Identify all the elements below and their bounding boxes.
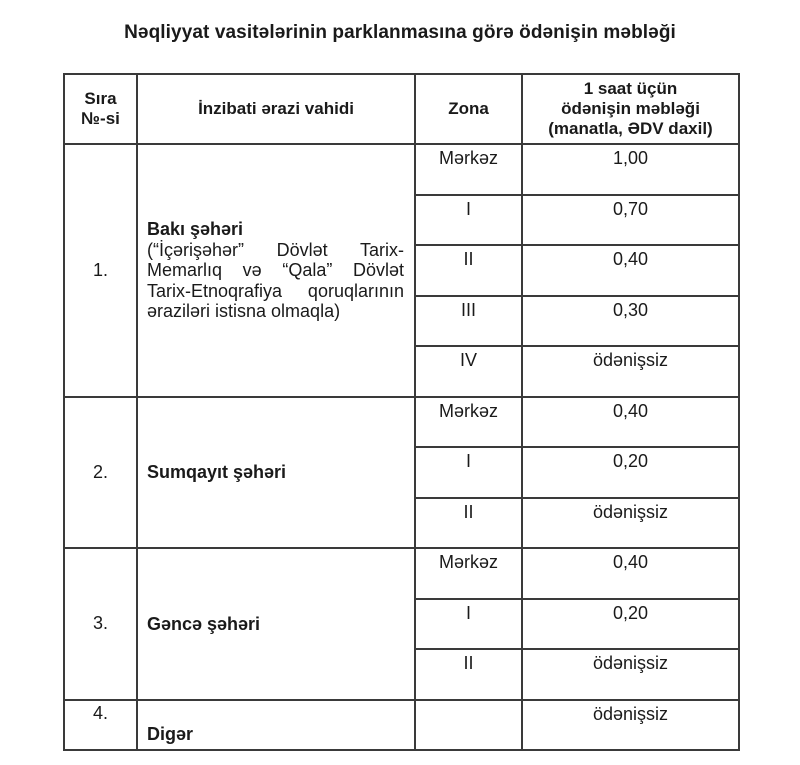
- zone-cell: IV: [415, 346, 522, 397]
- row-number: 1.: [64, 144, 137, 397]
- amount-cell: 0,20: [522, 447, 739, 498]
- zone-cell: Mərkəz: [415, 548, 522, 599]
- row-number: 2.: [64, 397, 137, 549]
- unit-name-cell: [137, 397, 415, 549]
- table-row: [64, 548, 739, 599]
- header-zone: Zona: [415, 74, 522, 144]
- zone-cell: Mərkəz: [415, 397, 522, 448]
- amount-cell: 0,20: [522, 599, 739, 650]
- amount-cell: ödənişsiz: [522, 649, 739, 700]
- amount-cell: ödənişsiz: [522, 700, 739, 751]
- amount-cell: 0,30: [522, 296, 739, 347]
- zone-cell: II: [415, 498, 522, 549]
- amount-cell: 0,40: [522, 245, 739, 296]
- zone-cell: II: [415, 649, 522, 700]
- zone-cell: I: [415, 447, 522, 498]
- zone-cell: I: [415, 195, 522, 246]
- amount-cell: ödənişsiz: [522, 346, 739, 397]
- table-header-row: [64, 74, 739, 144]
- amount-cell: 0,40: [522, 548, 739, 599]
- table-row: [64, 397, 739, 448]
- header-unit: İnzibati ərazi vahidi: [137, 74, 415, 144]
- row-number: 3.: [64, 548, 137, 700]
- zone-cell: I: [415, 599, 522, 650]
- parking-fee-table: [63, 73, 740, 751]
- amount-cell: 0,70: [522, 195, 739, 246]
- unit-name: Bakı şəhəri: [147, 219, 244, 239]
- unit-name-cell: [137, 548, 415, 700]
- table-row: [64, 700, 739, 751]
- zone-cell: II: [415, 245, 522, 296]
- amount-cell: ödənişsiz: [522, 498, 739, 549]
- header-number: Sıra №-si: [64, 74, 137, 144]
- row-number: 4.: [64, 700, 137, 751]
- unit-name: Sumqayıt şəhəri: [147, 462, 287, 482]
- amount-cell: 0,40: [522, 397, 739, 448]
- amount-cell: 1,00: [522, 144, 739, 195]
- zone-cell: [415, 700, 522, 751]
- unit-name: Digər: [137, 700, 415, 751]
- zone-cell: Mərkəz: [415, 144, 522, 195]
- unit-name-cell: [137, 144, 415, 397]
- zone-cell: III: [415, 296, 522, 347]
- header-amount: 1 saat üçün ödənişin məbləği (manatla, ƏDV daxil): [522, 74, 739, 144]
- unit-name: Gəncə şəhəri: [147, 613, 261, 634]
- unit-note: (“İçərişəhər” Dövlət Tarix-Memarlıq və “Qala” Dövlət Tarix-Etnoqrafiya qoruqlarının əraziləri istisna olmaqla): [147, 239, 404, 321]
- document-title: Nəqliyyat vasitələrinin parklanmasına görə ödənişin məbləği: [124, 22, 676, 43]
- table-row: [64, 144, 739, 195]
